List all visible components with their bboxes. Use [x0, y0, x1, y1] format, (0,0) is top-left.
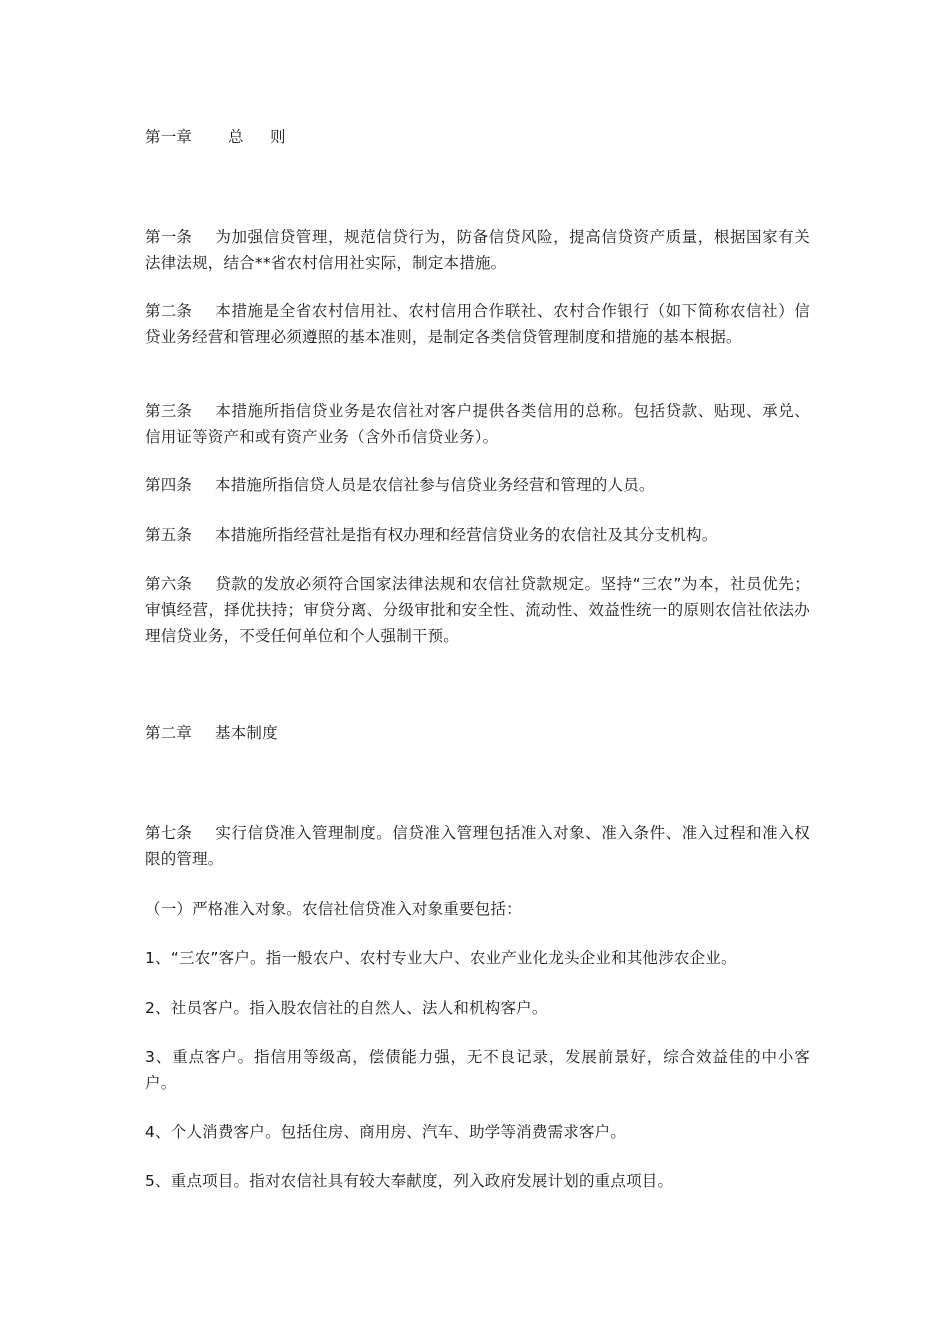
article-1: [145, 224, 810, 276]
article-2-label: 第二条: [145, 302, 193, 320]
chapter-2-heading: [145, 720, 810, 746]
article-3-label: 第三条: [145, 402, 193, 420]
list-item-consumer: [145, 1119, 810, 1145]
list-item-text: 5、重点项目。指对农信社具有较大奉献度，列入政府发展计划的重点项目。: [145, 1172, 674, 1190]
article-2-text: 本措施是全省农村信用社、农村信用合作联社、农村合作银行（如下简称农信社）信贷业务经营和管理必须遵照的基本准则，是制定各类信贷管理制度和措施的基本根据。: [145, 302, 810, 346]
article-5-label: 第五条: [145, 526, 193, 544]
article-4-label: 第四条: [145, 476, 193, 494]
article-4-text: 本措施所指信贷人员是农信社参与信贷业务经营和管理的人员。: [215, 476, 655, 494]
chapter-1-title-part1: 总: [228, 128, 244, 146]
article-4: [145, 472, 810, 498]
article-3-text: 本措施所指信贷业务是农信社对客户提供各类信用的总称。包括贷款、贴现、承兑、信用证等资产和或有资产业务（含外币信贷业务）。: [145, 402, 810, 446]
list-item-key-customer: [145, 1044, 810, 1096]
list-item-key-project: [145, 1168, 810, 1194]
chapter-1-title-part2: 则: [270, 128, 286, 146]
article-6-label: 第六条: [145, 575, 193, 593]
article-5: [145, 522, 810, 548]
chapter-2-label: 第二章: [145, 724, 193, 742]
list-item-member: [145, 995, 810, 1021]
paragraph-admission-objects: [145, 896, 810, 922]
article-7-text: 实行信贷准入管理制度。信贷准入管理包括准入对象、准入条件、准入过程和准入权限的管理。: [145, 824, 810, 868]
article-2: [145, 298, 810, 350]
article-3: [145, 398, 810, 450]
article-6-text: 贷款的发放必须符合国家法律法规和农信社贷款规定。坚持“三农”为本，社员优先；审慎经营，择优扶持；审贷分离、分级审批和安全性、流动性、效益性统一的原则农信社依法办理信贷业务，不受任何单位和个人强制干预。: [145, 575, 810, 645]
list-item-text: 4、个人消费客户。包括住房、商用房、汽车、助学等消费需求客户。: [145, 1123, 627, 1141]
article-1-text: 为加强信贷管理，规范信贷行为，防备信贷风险，提高信贷资产质量，根据国家有关法律法规，结合**省农村信用社实际，制定本措施。: [145, 228, 810, 272]
article-7: [145, 820, 810, 872]
list-item-sannong: [145, 945, 810, 971]
chapter-1-heading: [145, 124, 810, 150]
paragraph-text: （一）严格准入对象。农信社信贷准入对象重要包括：: [145, 900, 522, 918]
chapter-1-label: 第一章: [145, 128, 193, 146]
list-item-text: 1、“三农”客户。指一般农户、农村专业大户、农业产业化龙头企业和其他涉农企业。: [145, 949, 737, 967]
article-6: [145, 571, 810, 649]
article-5-text: 本措施所指经营社是指有权办理和经营信贷业务的农信社及其分支机构。: [215, 526, 718, 544]
article-7-label: 第七条: [145, 824, 193, 842]
list-item-text: 2、社员客户。指入股农信社的自然人、法人和机构客户。: [145, 999, 548, 1017]
list-item-text: 3、重点客户。指信用等级高，偿债能力强，无不良记录，发展前景好，综合效益佳的中小客户。: [145, 1048, 810, 1092]
article-1-label: 第一条: [145, 228, 193, 246]
chapter-2-title: 基本制度: [215, 724, 278, 742]
